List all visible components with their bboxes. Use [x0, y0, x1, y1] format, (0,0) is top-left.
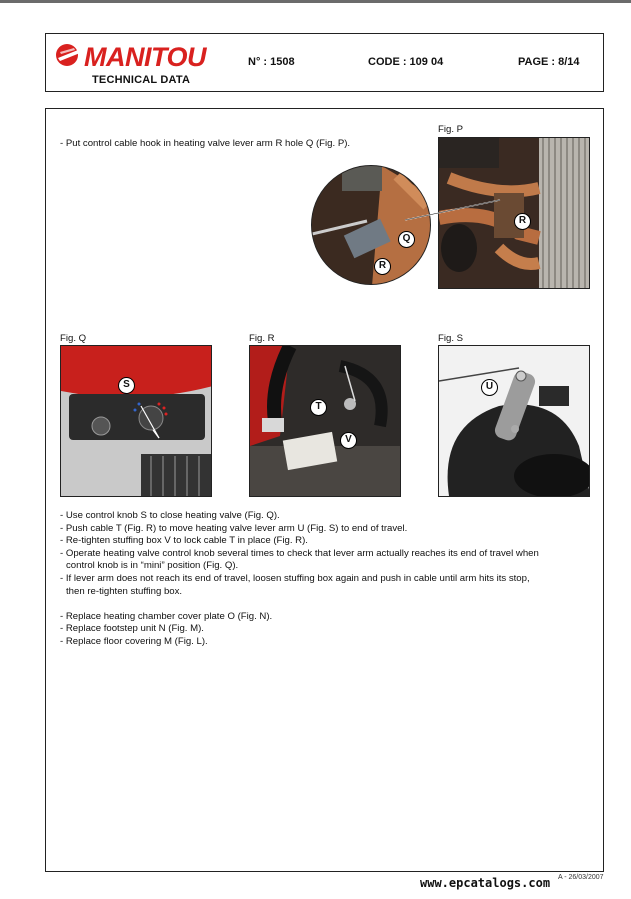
fig-q-callout-s: S	[118, 377, 135, 394]
instruction-line: - If lever arm does not reach its end of travel, loosen stuffing box again and push in cable until arm hits its stop,	[60, 572, 530, 584]
fig-r-label: Fig. R	[249, 333, 275, 344]
instruction-line: then re-tighten stuffing box.	[66, 585, 183, 597]
fig-p-leader-line	[400, 185, 510, 245]
document-number: N° : 1508	[248, 56, 295, 68]
fig-q-label: Fig. Q	[60, 333, 87, 344]
logo-emblem-icon	[54, 42, 84, 68]
revision-date: A - 26/03/2007	[558, 874, 604, 881]
fig-r-photo	[249, 345, 401, 497]
fig-r-callout-v: V	[340, 432, 357, 449]
fig-s-label: Fig. S	[438, 333, 464, 344]
fig-q-photo	[60, 345, 212, 497]
watermark-url[interactable]: www.epcatalogs.com	[420, 876, 551, 890]
fig-p-callout-r-detail: R	[374, 258, 391, 275]
fig-p-callout-q: Q	[398, 231, 415, 248]
instruction-line: - Use control knob S to close heating valve (Fig. Q).	[60, 510, 280, 521]
instruction-line: - Replace floor covering M (Fig. L).	[60, 635, 208, 647]
instruction-line: control knob is in “mini” position (Fig. Q).	[66, 560, 239, 572]
document-code: CODE : 109 04	[368, 56, 444, 68]
fig-p-callout-r: R	[514, 213, 531, 230]
manitou-logo	[54, 42, 224, 72]
instruction-list	[60, 510, 600, 649]
instruction-line: - Operate heating valve control knob several times to check that lever arm actually reaches its end of travel when	[60, 547, 539, 559]
instruction-line: - Push cable T (Fig. R) to move heating valve lever arm U (Fig. S) to end of travel.	[60, 522, 408, 534]
page-number: PAGE : 8/14	[518, 56, 580, 68]
instruction-spacer	[60, 598, 600, 611]
instruction-line: - Replace footstep unit N (Fig. M).	[60, 623, 204, 635]
fig-p-label: Fig. P	[438, 124, 464, 135]
fig-s-callout-u: U	[481, 379, 498, 396]
instruction-line: - Replace heating chamber cover plate O (Fig. N).	[60, 610, 273, 622]
brand-name: MANITOU	[84, 42, 206, 72]
instruction-line: - Re-tighten stuffing box V to lock cable T in place (Fig. R).	[60, 535, 308, 547]
fig-r-callout-t: T	[310, 399, 327, 416]
top-rule	[0, 0, 631, 3]
header-subtitle: TECHNICAL DATA	[92, 74, 191, 86]
intro-instruction: - Put control cable hook in heating valve lever arm R hole Q (Fig. P).	[60, 138, 351, 149]
document-header	[45, 33, 604, 92]
fig-s-photo	[438, 345, 590, 497]
